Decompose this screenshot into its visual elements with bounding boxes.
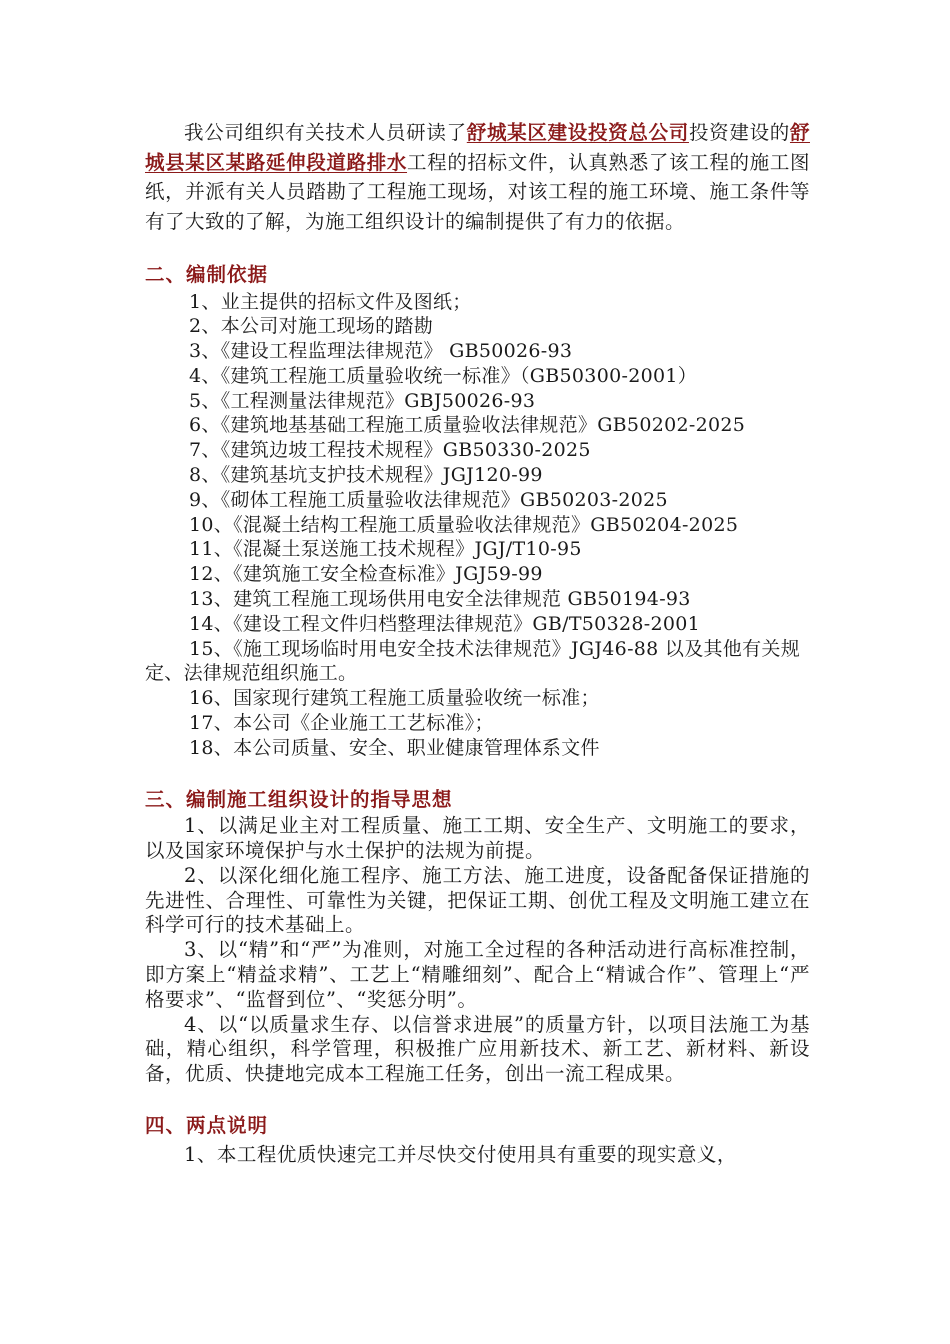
section-3-body — [145, 814, 810, 1087]
spacer — [145, 761, 810, 785]
list-item: 5、《工程测量法律规范》GBJ50026-93 — [189, 389, 536, 412]
list-item: 12、《建筑施工安全检查标准》JGJ59-99 — [189, 563, 543, 586]
list-item: 4、《建筑工程施工质量验收统一标准》（GB50300-2001） — [189, 364, 698, 387]
list-item: 11、《混凝土泵送施工技术规程》JGJ/T10-95 — [189, 538, 582, 561]
project-name-highlight: 舒城县某区某路延伸段道路排水 — [145, 121, 810, 174]
intro-text-1: 我公司组织有关技术人员研读了 — [184, 121, 467, 144]
section-3-paragraph: 3、以“精”和“严”为准则，对施工全过程的各种活动进行高标准控制，即方案上“精益求精”、工艺上“精雕细刻”、配合上“精诚合作”、管理上“严格要求”、“监督到位”、“奖惩分明”。 — [145, 938, 810, 1011]
list-item: 18、本公司质量、安全、职业健康管理体系文件 — [189, 736, 600, 759]
intro-text-3: 工程的招标文件，认真熟悉了该工程的施工图纸，并派有关人员踏勘了工程施工现场，对该工程的施工环境、施工条件等有了大致的了解，为施工组织设计的编制提供了有力的依据。 — [145, 150, 810, 233]
spacer — [145, 236, 810, 260]
intro-paragraph — [145, 118, 810, 236]
intro-text-2: 投资建设的 — [688, 121, 790, 144]
list-item: 13、建筑工程施工现场供用电安全法律规范 GB50194-93 — [189, 588, 691, 611]
list-item: 6、《建筑地基基础工程施工质量验收法律规范》GB50202-2025 — [189, 414, 746, 437]
section-2-heading: 二、编制依据 — [145, 263, 269, 286]
section-4-paragraph: 1、本工程优质快速完工并尽快交付使用具有重要的现实意义， — [184, 1143, 737, 1167]
document-body — [145, 118, 810, 1170]
section-3-heading: 三、编制施工组织设计的指导思想 — [145, 787, 453, 811]
section-3-paragraph: 4、以“以质量求生存、以信誉求进展”的质量方针，以项目法施工为基础，精心组织，科学管理，积极推广应用新技术、新工艺、新材料、新设备，优质、快捷地完成本工程施工任务，创出一流工程成果。 — [145, 1012, 810, 1086]
list-item: 1、业主提供的招标文件及图纸； — [189, 290, 472, 313]
list-item: 17、本公司《企业施工工艺标准》； — [189, 712, 494, 735]
spacer — [145, 1087, 810, 1111]
section-3-paragraph: 2、以深化细化施工程序、施工方法、施工进度，设备配备保证措施的先进性、合理性、可靠性为关键，把保证工期、创优工程及文明施工建立在科学可行的技术基础上。 — [145, 863, 810, 937]
section-4-heading: 四、两点说明 — [145, 1113, 269, 1137]
list-item: 14、《建设工程文件归档整理法律规范》GB/T50328-2001 — [189, 612, 701, 635]
list-item: 10、《混凝土结构工程施工质量验收法律规范》GB50204-2025 — [189, 513, 739, 536]
section-2-list — [145, 290, 810, 761]
list-item: 7、《建筑边坡工程技术规程》GB50330-2025 — [189, 439, 591, 462]
list-item: 3、《建设工程监理法律规范》 GB50026-93 — [189, 340, 573, 363]
list-item: 2、本公司对施工现场的踏勘 — [189, 315, 433, 338]
section-3-paragraph: 1、以满足业主对工程质量、施工工期、安全生产、文明施工的要求，以及国家环境保护与水土保护的法规为前提。 — [145, 814, 810, 862]
list-item: 16、国家现行建筑工程施工质量验收统一标准； — [189, 687, 600, 710]
owner-name-highlight: 舒城某区建设投资总公司 — [466, 121, 689, 144]
list-item: 9、《砌体工程施工质量验收法律规范》GB50203-2025 — [189, 488, 668, 511]
list-item: 15、《施工现场临时用电安全技术法律规范》JGJ46-88 以及其他有关规定、法律规范组织施工。 — [145, 637, 801, 685]
list-item: 8、《建筑基坑支护技术规程》JGJ120-99 — [189, 464, 543, 487]
